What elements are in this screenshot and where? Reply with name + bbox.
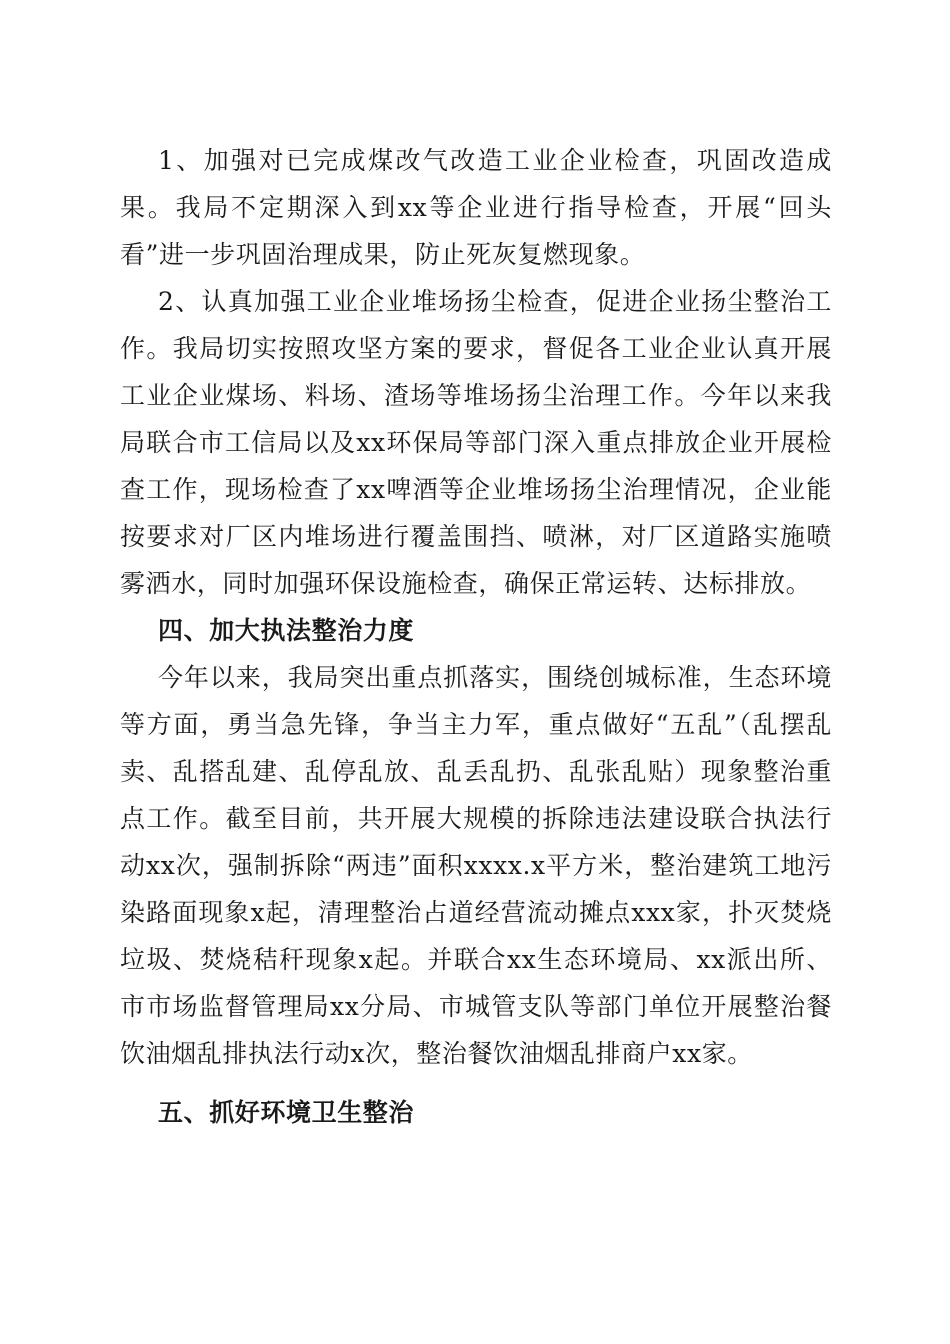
section-heading-enforcement: 四、加大执法整治力度 [158, 616, 415, 645]
paragraph-enforcement-actions: 今年以来，我局突出重点抓落实，围绕创城标准，生态环境等方面，勇当急先锋，争当主力军，重点做好“五乱”（乱摆乱卖、乱搭乱建、乱停乱放、乱丢乱扔、乱张乱贴）现象整治重点工作。截至目前，共开展大规模的拆除违法建设联合执法行动xx次，强制拆除“两违”面积xxxx.x平方米，整治建筑工地污染路面现象x起，清理整治占道经营流动摊点xxx家，扑灭焚烧垃圾、焚烧秸秆现象x起。并联合xx生态环境局、xx派出所、市市场监督管理局xx分局、市城管支队等部门单位开展整治餐饮油烟乱排执法行动x次，整治餐饮油烟乱排商户xx家。 [120, 663, 832, 1068]
section-heading-sanitation: 五、抓好环境卫生整治 [158, 1098, 415, 1127]
paragraph-dust-control-inspection: 2、认真加强工业企业堆场扬尘检查，促进企业扬尘整治工作。我局切实按照攻坚方案的要求，督促各工业企业认真开展工业企业煤场、料场、渣场等堆场扬尘治理工作。今年以来我局联合市工信局以及xx环保局等部门深入重点排放企业开展检查工作，现场检查了xx啤酒等企业堆场扬尘治理情况，企业能按要求对厂区内堆场进行覆盖围挡、喷淋，对厂区道路实施喷雾洒水，同时加强环保设施检查，确保正常运转、达标排放。 [120, 287, 832, 598]
document-body [120, 137, 832, 1136]
paragraph-coal-to-gas-inspection: 1、加强对已完成煤改气改造工业企业检查，巩固改造成果。我局不定期深入到xx等企业进行指导检查，开展“回头看”进一步巩固治理成果，防止死灰复燃现象。 [120, 146, 832, 269]
